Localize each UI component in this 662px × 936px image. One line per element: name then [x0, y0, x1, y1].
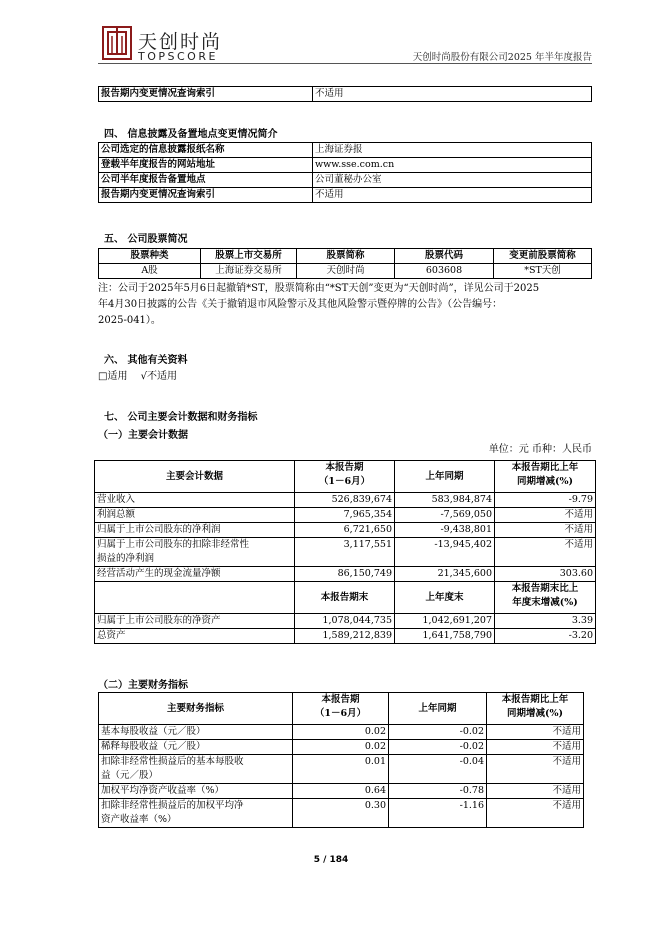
table-row	[95, 629, 596, 644]
current-value: 1,078,044,735	[295, 614, 395, 629]
prior-value: -0.02	[389, 740, 487, 755]
prior-value: -0.02	[389, 725, 487, 740]
change-value: 不适用	[487, 725, 584, 740]
change-value: -9.79	[495, 493, 596, 508]
change-value: 不适用	[495, 508, 596, 523]
prior-value: -13,945,402	[395, 538, 495, 567]
report-title: 天创时尚股份有限公司2025 年半年度报告	[412, 52, 592, 63]
row-label: 归属于上市公司股东的净利润	[95, 523, 295, 538]
table-header-cell	[295, 461, 395, 493]
table-cell-value: www.sse.com.cn	[313, 158, 592, 173]
page-number: 5 / 184	[313, 855, 349, 865]
header-line: 同期增减(%)	[506, 708, 564, 719]
table-cell-value: 不适用	[313, 87, 592, 102]
change-value: 不适用	[487, 799, 584, 828]
stock-note-line: 注：公司于2025年5月6日起撤销*ST，股票简称由“*ST天创”变更为“天创时尚”，详见公司于2025	[98, 283, 540, 294]
table-cell-label: 报告期内变更情况查询索引	[99, 87, 313, 102]
header-line: （1－6月）	[318, 476, 371, 487]
table-cell: 603608	[395, 264, 494, 279]
table-header-cell: 股票简称	[297, 249, 395, 264]
row-label: 基本每股收益（元／股）	[99, 725, 293, 740]
table-header-cell: 主要会计数据	[95, 461, 295, 493]
option-not-applicable: √不适用	[140, 371, 178, 382]
row-label	[99, 755, 293, 784]
table-row	[99, 173, 592, 188]
table-header-cell: 主要财务指标	[99, 693, 293, 725]
table-cell: 天创时尚	[297, 264, 395, 279]
section6-title: 六、 其他有关资料	[104, 355, 188, 366]
table-row	[95, 493, 596, 508]
header-line: 本报告期	[321, 694, 360, 705]
row-label: 归属于上市公司股东的净资产	[95, 614, 295, 629]
table-cell: A股	[99, 264, 201, 279]
current-value: 7,965,354	[295, 508, 395, 523]
row-label-line: 益（元／股）	[101, 770, 159, 781]
table-row	[99, 799, 584, 828]
change-value: 不适用	[495, 523, 596, 538]
current-value: 526,839,674	[295, 493, 395, 508]
table-header-row	[99, 693, 584, 725]
page-header	[98, 26, 592, 64]
prior-value: -1.16	[389, 799, 487, 828]
table-header-cell	[495, 461, 596, 493]
stock-note-line: 年4月30日披露的公告《关于撤销退市风险警示及其他风险警示暨停牌的公告》（公告编号：	[98, 299, 503, 310]
table-row	[99, 740, 584, 755]
table-header-row	[99, 249, 592, 264]
stock-table	[98, 248, 592, 279]
current-value: 0.02	[293, 725, 389, 740]
row-label	[99, 799, 293, 828]
stock-note	[98, 281, 592, 329]
current-value: 86,150,749	[295, 567, 395, 582]
option-applicable: □适用	[98, 371, 128, 382]
table-cell-value: 不适用	[313, 188, 592, 203]
logo-english-name: TOPSCORE	[138, 50, 218, 63]
table-row	[99, 725, 584, 740]
table-header-cell	[293, 693, 389, 725]
change-value: 303.60	[495, 567, 596, 582]
row-label-line: 扣除非经常性损益后的加权平均净	[101, 800, 244, 811]
row-label: 稀释每股收益（元／股）	[99, 740, 293, 755]
row-label-line: 扣除非经常性损益后的基本每股收	[101, 756, 244, 767]
table-row	[99, 158, 592, 173]
table-cell-value: 公司董秘办公室	[313, 173, 592, 188]
table-cell-label: 公司半年度报告备置地点	[99, 173, 313, 188]
current-value: 6,721,650	[295, 523, 395, 538]
logo-chinese-name: 天创时尚	[138, 31, 223, 53]
header-line: 本报告期比上年	[501, 694, 569, 705]
accounting-data-table	[94, 460, 596, 644]
change-value: 3.39	[495, 614, 596, 629]
change-value: 不适用	[487, 740, 584, 755]
row-label: 加权平均净资产收益率（%）	[99, 784, 293, 799]
table-row	[99, 143, 592, 158]
header-line: （1－6月）	[314, 708, 367, 719]
prior-value: 583,984,874	[395, 493, 495, 508]
row-label-line: 损益的净利润	[97, 553, 155, 564]
table-row	[99, 784, 584, 799]
section7-title: 七、 公司主要会计数据和财务指标	[104, 412, 258, 423]
change-value: 不适用	[495, 538, 596, 567]
prior-value: 1,042,691,207	[395, 614, 495, 629]
row-label: 经营活动产生的现金流量净额	[95, 567, 295, 582]
topscore-logo-icon	[102, 26, 132, 60]
table-row	[99, 87, 592, 102]
empty-header-cell	[95, 582, 295, 614]
table-header-cell	[487, 693, 584, 725]
table-row	[95, 614, 596, 629]
table-row	[99, 755, 584, 784]
stock-note-line: 2025-041）。	[98, 315, 161, 326]
applicability-options	[98, 369, 177, 385]
table-cell-label: 公司选定的信息披露报纸名称	[99, 143, 313, 158]
current-value: 0.02	[293, 740, 389, 755]
change-value: 不适用	[487, 755, 584, 784]
current-value: 3,117,551	[295, 538, 395, 567]
table-cell-label: 报告期内变更情况查询索引	[99, 188, 313, 203]
financial-indicators-table	[98, 692, 584, 828]
row-label: 营业收入	[95, 493, 295, 508]
disclosure-table	[98, 142, 592, 203]
current-value: 0.30	[293, 799, 389, 828]
change-index-table	[98, 86, 592, 102]
prior-value: -9,438,801	[395, 523, 495, 538]
table-cell: *ST天创	[494, 264, 592, 279]
header-line: 同期增减(%)	[516, 476, 574, 487]
section4-title: 四、 信息披露及备置地点变更情况简介	[104, 129, 278, 140]
current-value: 0.01	[293, 755, 389, 784]
prior-value: -7,569,050	[395, 508, 495, 523]
table-row	[99, 188, 592, 203]
prior-value: 21,345,600	[395, 567, 495, 582]
prior-value: -0.04	[389, 755, 487, 784]
header-line: 年度末增减(%)	[512, 597, 578, 608]
prior-value: -0.78	[389, 784, 487, 799]
table-cell-value: 上海证券报	[313, 143, 592, 158]
table-row	[95, 538, 596, 567]
header-line: 本报告期	[325, 462, 364, 473]
table-header-cell: 本报告期末	[295, 582, 395, 614]
prior-value: 1,641,758,790	[395, 629, 495, 644]
table-header-cell: 股票种类	[99, 249, 201, 264]
row-label: 利润总额	[95, 508, 295, 523]
row-label: 总资产	[95, 629, 295, 644]
header-line: 本报告期比上年	[511, 462, 579, 473]
table-row	[95, 567, 596, 582]
table-header-cell	[495, 582, 596, 614]
table-cell-label: 登载半年度报告的网站地址	[99, 158, 313, 173]
header-line: 本报告期末比上	[511, 583, 579, 594]
subsection-accounting-title: （一）主要会计数据	[98, 430, 188, 441]
row-label-line: 归属于上市公司股东的扣除非经常性	[97, 539, 250, 550]
table-header-row	[95, 582, 596, 614]
row-label-line: 资产收益率（%）	[101, 814, 177, 825]
table-header-cell: 上年度末	[395, 582, 495, 614]
subsection-financial-title: （二）主要财务指标	[98, 680, 188, 691]
table-header-cell: 上年同期	[395, 461, 495, 493]
change-value: -3.20	[495, 629, 596, 644]
table-row	[99, 264, 592, 279]
table-cell: 上海证券交易所	[201, 264, 297, 279]
table-header-row	[95, 461, 596, 493]
change-value: 不适用	[487, 784, 584, 799]
section5-title: 五、 公司股票简况	[104, 234, 188, 245]
row-label	[95, 538, 295, 567]
unit-currency-line: 单位：元 币种：人民币	[488, 444, 592, 455]
table-header-cell: 股票上市交易所	[201, 249, 297, 264]
table-header-cell: 变更前股票简称	[494, 249, 592, 264]
current-value: 1,589,212,839	[295, 629, 395, 644]
table-row	[95, 508, 596, 523]
table-header-cell: 股票代码	[395, 249, 494, 264]
current-value: 0.64	[293, 784, 389, 799]
table-row	[95, 523, 596, 538]
table-header-cell: 上年同期	[389, 693, 487, 725]
